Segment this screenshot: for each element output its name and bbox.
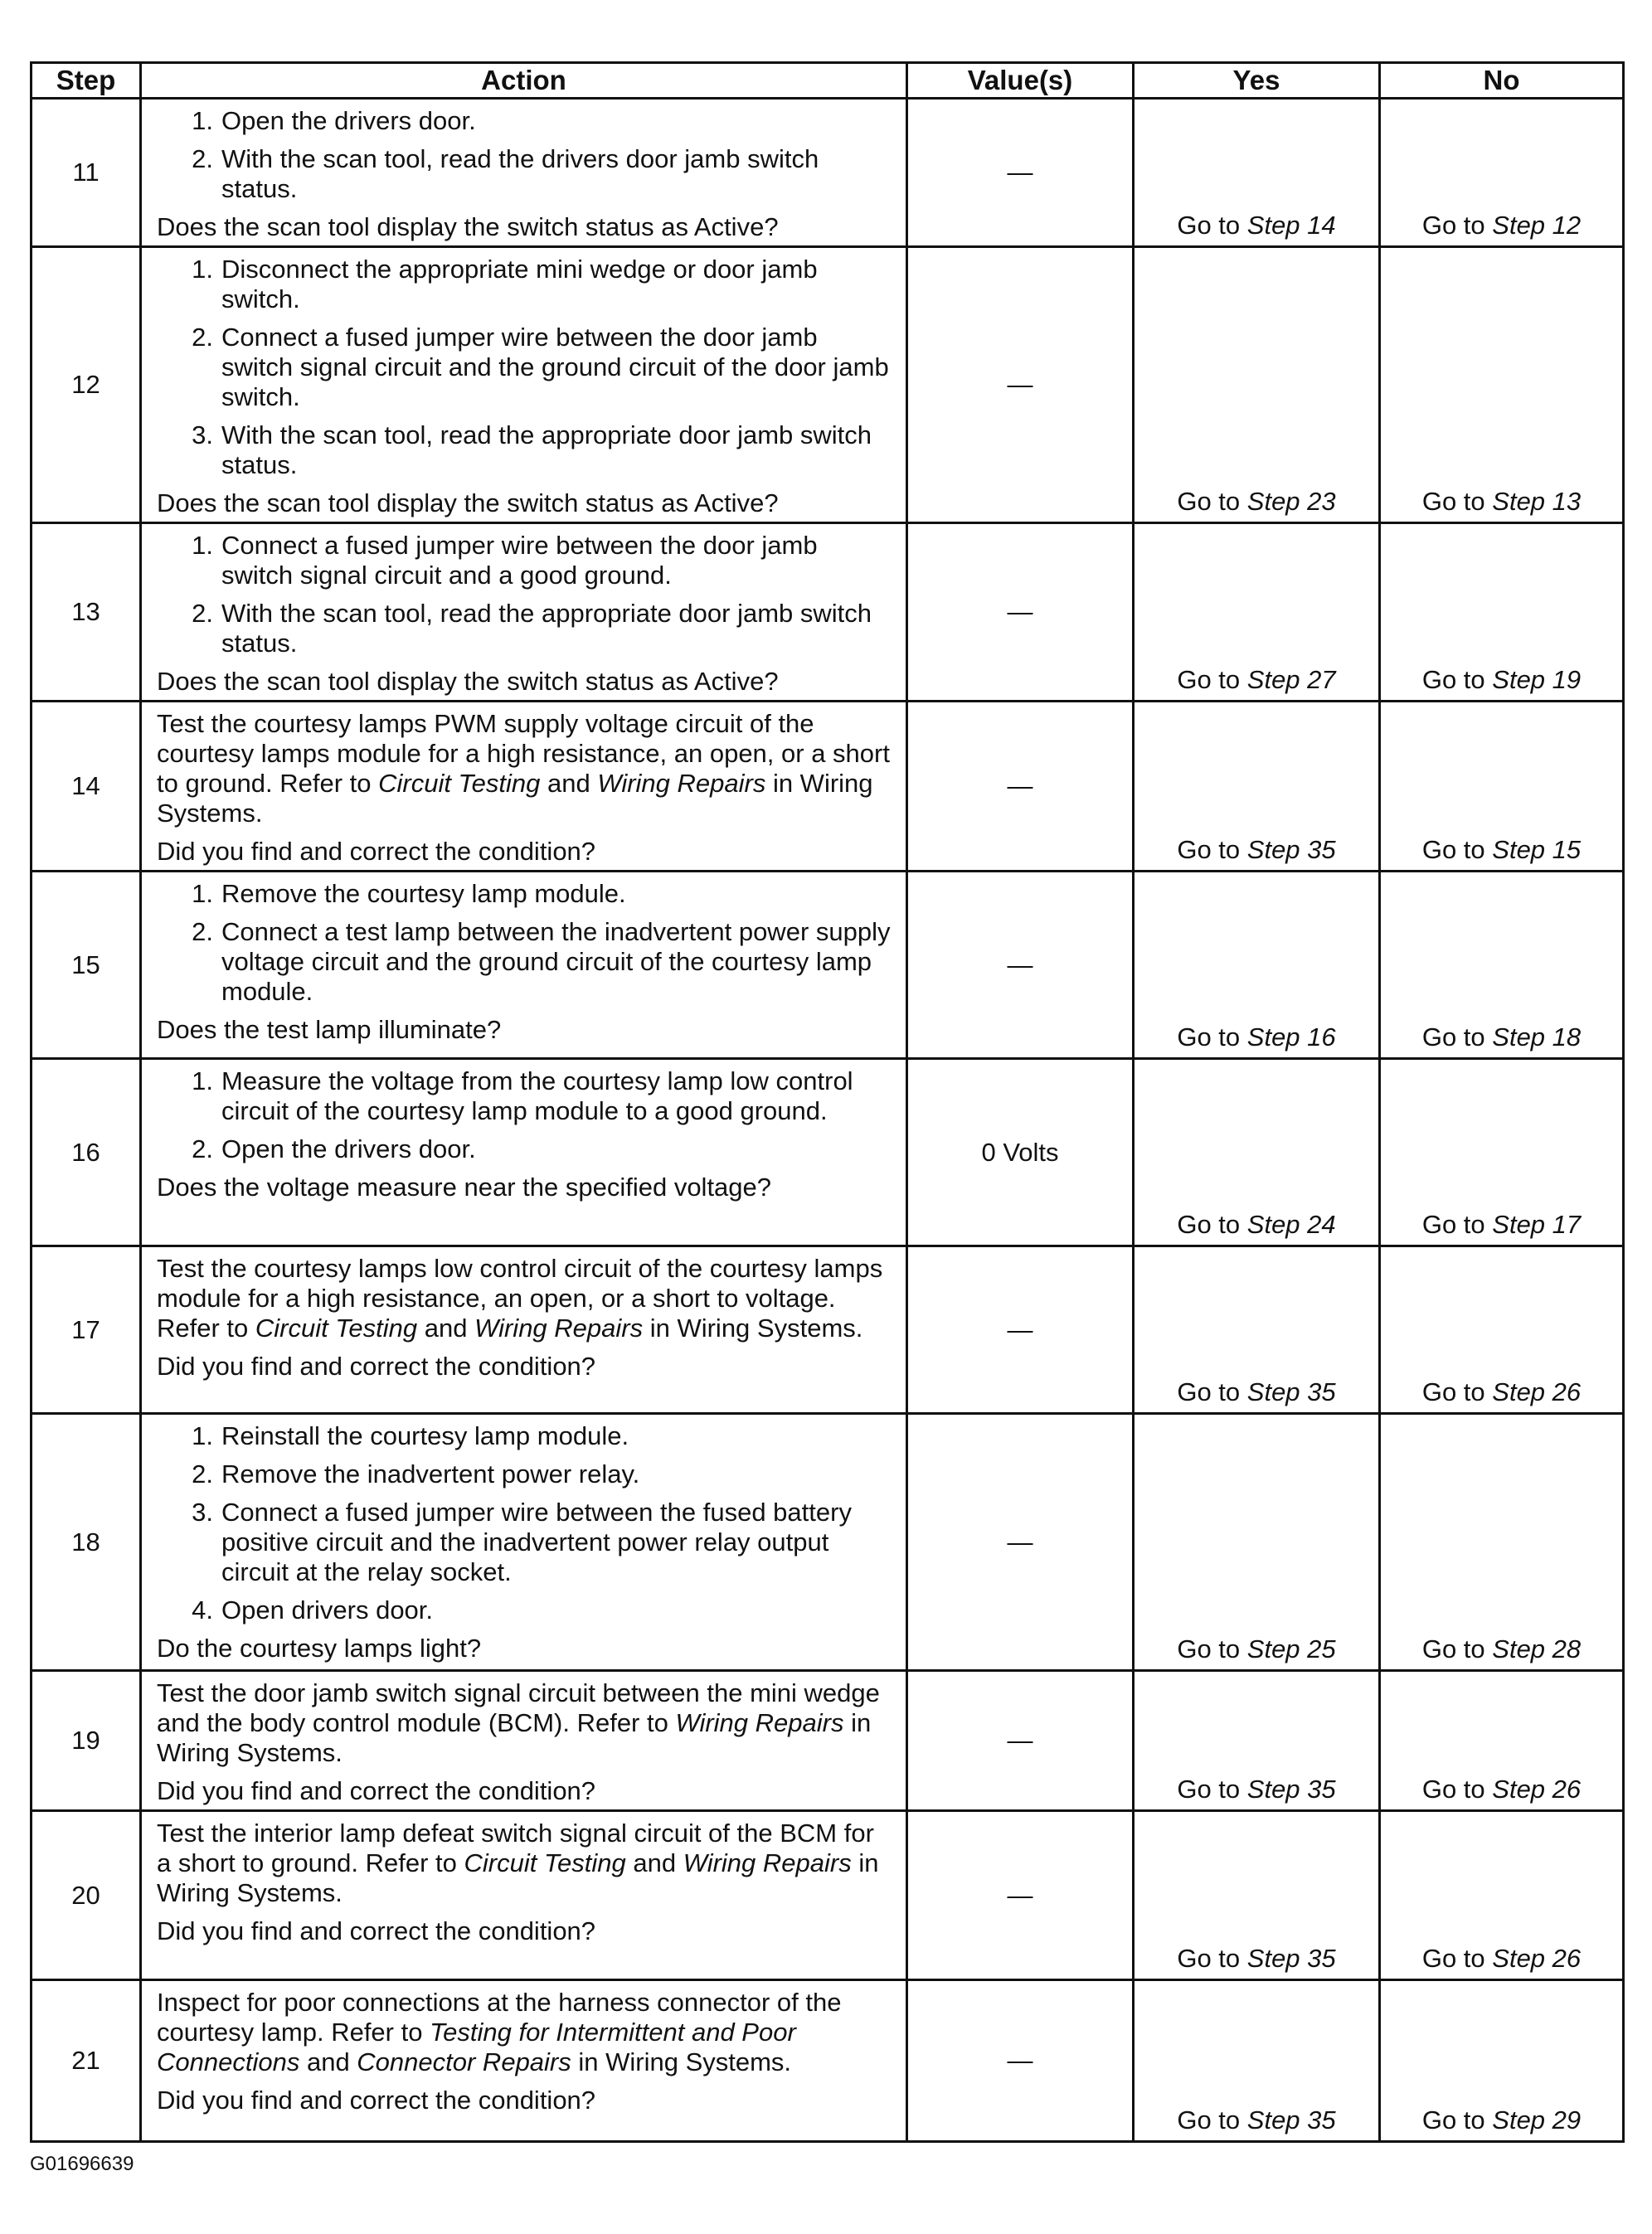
yes-cell [1134, 1980, 1380, 2142]
action-question: Does the voltage measure near the specified voltage? [157, 1173, 772, 1202]
goto-step: Step 12 [1492, 211, 1582, 240]
action-step-number: 3. [192, 420, 213, 449]
instruction-text: and [540, 769, 598, 798]
action-question: Does the scan tool display the switch status as Active? [157, 667, 779, 696]
value-cell: — [907, 1811, 1134, 1980]
action-step-text: Measure the voltage from the courtesy lamp low control circuit of the courtesy lamp module to a good ground. [221, 1066, 853, 1125]
goto-prefix: Go to [1177, 1210, 1241, 1239]
instruction-text: Test the interior lamp defeat switch signal circuit of the BCM for a short to ground. Refer to [157, 1819, 874, 1877]
value-cell: — [907, 1414, 1134, 1671]
goto-prefix: Go to [1177, 1634, 1241, 1663]
goto-step: Step 35 [1246, 1944, 1336, 1973]
goto-prefix: Go to [1421, 487, 1485, 516]
value-cell: — [907, 247, 1134, 523]
action-step-text: Reinstall the courtesy lamp module. [221, 1421, 629, 1450]
action-step-number: 2. [192, 1459, 213, 1489]
instruction-text: Test the door jamb switch signal circuit between the mini wedge and the body control module (BCM). Refer to [157, 1678, 880, 1737]
goto-step: Step 13 [1492, 487, 1582, 516]
goto-step: Step 15 [1492, 835, 1582, 864]
table-row [32, 1414, 1624, 1671]
goto-prefix: Go to [1177, 1377, 1241, 1406]
yes-cell [1134, 1811, 1380, 1980]
step-number: 18 [32, 1414, 141, 1671]
header-values: Value(s) [907, 63, 1134, 99]
reference-link-text: Wiring Repairs [675, 1708, 844, 1737]
goto-step: Step 17 [1492, 1210, 1582, 1239]
action-step-text: Open drivers door. [221, 1595, 434, 1625]
action-steps [157, 1066, 894, 1164]
goto-step: Step 19 [1492, 665, 1582, 694]
action-step [157, 531, 894, 590]
reference-link-text: Wiring Repairs [683, 1848, 852, 1877]
goto-step: Step 35 [1246, 2105, 1336, 2134]
action-instruction [157, 1254, 894, 1343]
reference-link-text: Circuit Testing [255, 1314, 418, 1343]
action-step [157, 1134, 894, 1164]
yes-cell [1134, 872, 1380, 1059]
action-question: Did you find and correct the condition? [157, 1352, 596, 1381]
table-row [32, 872, 1624, 1059]
action-instruction [157, 709, 894, 828]
no-cell [1380, 702, 1624, 872]
action-step [157, 323, 894, 412]
yes-cell [1134, 1414, 1380, 1671]
instruction-text: and [299, 2047, 357, 2076]
instruction-text: in Wiring Systems. [157, 769, 873, 828]
action-step [157, 599, 894, 658]
goto-step: Step 23 [1246, 487, 1336, 516]
value-cell: 0 Volts [907, 1059, 1134, 1246]
action-step [157, 1421, 894, 1451]
goto-step: Step 24 [1246, 1210, 1336, 1239]
table-row [32, 247, 1624, 523]
action-instruction [157, 1678, 894, 1768]
value-cell: — [907, 702, 1134, 872]
action-steps [157, 531, 894, 658]
no-cell [1380, 1811, 1624, 1980]
instruction-text: and [625, 1848, 683, 1877]
no-cell [1380, 1246, 1624, 1414]
goto-step: Step 35 [1246, 835, 1336, 864]
table-row [32, 1811, 1624, 1980]
action-step-text: Open the drivers door. [221, 106, 476, 135]
action-step-number: 2. [192, 599, 213, 628]
goto-prefix: Go to [1421, 1377, 1485, 1406]
header-action: Action [141, 63, 907, 99]
action-step-number: 4. [192, 1595, 213, 1625]
action-step [157, 144, 894, 204]
goto-step: Step 29 [1492, 2105, 1582, 2134]
table-row [32, 1246, 1624, 1414]
no-cell [1380, 872, 1624, 1059]
instruction-text: in Wiring Systems. [157, 1708, 872, 1767]
action-step [157, 420, 894, 480]
action-step-number: 2. [192, 323, 213, 352]
reference-link-text: Wiring Repairs [474, 1314, 644, 1343]
value-cell: — [907, 1246, 1134, 1414]
action-cell [141, 702, 907, 872]
goto-step: Step 27 [1246, 665, 1336, 694]
step-number: 14 [32, 702, 141, 872]
action-steps [157, 879, 894, 1007]
action-question: Does the scan tool display the switch status as Active? [157, 212, 779, 241]
action-step-text: Connect a fused jumper wire between the door jamb switch signal circuit and the ground circuit of the door jamb switch. [221, 323, 889, 411]
table-row [32, 1980, 1624, 2142]
action-question: Do the courtesy lamps light? [157, 1634, 482, 1663]
action-steps [157, 106, 894, 204]
instruction-text: Test the courtesy lamps low control circuit of the courtesy lamps module for a high resistance, an open, or a short to voltage. Refer to [157, 1254, 883, 1343]
action-step-number: 2. [192, 144, 213, 173]
goto-step: Step 16 [1246, 1022, 1336, 1051]
value-cell: — [907, 523, 1134, 702]
table-row [32, 702, 1624, 872]
no-cell [1380, 1414, 1624, 1671]
goto-step: Step 14 [1246, 211, 1336, 240]
step-number: 20 [32, 1811, 141, 1980]
action-step-text: With the scan tool, read the appropriate door jamb switch status. [221, 420, 872, 479]
header-step: Step [32, 63, 141, 99]
action-step-text: Disconnect the appropriate mini wedge or door jamb switch. [221, 255, 818, 313]
value-cell: — [907, 872, 1134, 1059]
action-step-number: 1. [192, 531, 213, 560]
action-step [157, 1459, 894, 1489]
action-step-text: With the scan tool, read the drivers door jamb switch status. [221, 144, 819, 203]
diagnostic-table [30, 61, 1625, 2143]
yes-cell [1134, 1246, 1380, 1414]
action-cell [141, 1811, 907, 1980]
value-cell: — [907, 1671, 1134, 1811]
action-cell [141, 1671, 907, 1811]
action-step-text: Remove the inadvertent power relay. [221, 1459, 640, 1489]
no-cell [1380, 1671, 1624, 1811]
action-step-number: 1. [192, 255, 213, 284]
yes-cell [1134, 99, 1380, 247]
no-cell [1380, 1059, 1624, 1246]
goto-step: Step 26 [1492, 1377, 1582, 1406]
goto-step: Step 35 [1246, 1775, 1336, 1804]
action-cell [141, 872, 907, 1059]
goto-prefix: Go to [1421, 2105, 1485, 2134]
action-cell [141, 247, 907, 523]
reference-link-text: Circuit Testing [378, 769, 541, 798]
action-instruction [157, 1988, 894, 2077]
no-cell [1380, 247, 1624, 523]
goto-prefix: Go to [1421, 1022, 1485, 1051]
action-step [157, 1066, 894, 1126]
instruction-text: in Wiring Systems. [571, 2047, 792, 2076]
goto-prefix: Go to [1177, 835, 1241, 864]
action-question: Did you find and correct the condition? [157, 2086, 596, 2115]
action-question: Does the scan tool display the switch status as Active? [157, 488, 779, 517]
action-step-number: 3. [192, 1498, 213, 1527]
table-body [32, 99, 1624, 2142]
action-step [157, 1595, 894, 1625]
action-cell [141, 523, 907, 702]
yes-cell [1134, 702, 1380, 872]
goto-step: Step 26 [1492, 1775, 1582, 1804]
step-number: 16 [32, 1059, 141, 1246]
yes-cell [1134, 247, 1380, 523]
goto-prefix: Go to [1421, 835, 1485, 864]
action-cell [141, 1980, 907, 2142]
goto-prefix: Go to [1177, 2105, 1241, 2134]
figure-id: G01696639 [30, 2153, 134, 2175]
step-number: 12 [32, 247, 141, 523]
value-cell: — [907, 1980, 1134, 2142]
action-step-number: 2. [192, 1134, 213, 1163]
goto-step: Step 18 [1492, 1022, 1582, 1051]
action-step-number: 1. [192, 1066, 213, 1095]
goto-prefix: Go to [1421, 1634, 1485, 1663]
step-number: 13 [32, 523, 141, 702]
instruction-text: and [417, 1314, 475, 1343]
action-instruction [157, 1819, 894, 1908]
step-number: 15 [32, 872, 141, 1059]
instruction-text: in Wiring Systems. [157, 1848, 879, 1907]
instruction-text: in Wiring Systems. [643, 1314, 863, 1343]
action-question: Does the test lamp illuminate? [157, 1015, 502, 1044]
goto-step: Step 28 [1492, 1634, 1582, 1663]
instruction-text: Test the courtesy lamps PWM supply voltage circuit of the courtesy lamps module for a high resistance, an open, or a short to ground. Refer to [157, 709, 890, 798]
goto-prefix: Go to [1177, 1022, 1241, 1051]
goto-prefix: Go to [1421, 1775, 1485, 1804]
action-step-text: Remove the courtesy lamp module. [221, 879, 626, 908]
goto-prefix: Go to [1421, 1944, 1485, 1973]
action-step [157, 1498, 894, 1587]
goto-step: Step 35 [1246, 1377, 1336, 1406]
goto-prefix: Go to [1421, 211, 1485, 240]
step-number: 19 [32, 1671, 141, 1811]
reference-link-text: Circuit Testing [464, 1848, 626, 1877]
diagnostic-table-page [30, 61, 1622, 2143]
goto-step: Step 26 [1492, 1944, 1582, 1973]
action-question: Did you find and correct the condition? [157, 1776, 596, 1805]
no-cell [1380, 1980, 1624, 2142]
reference-link-text: Connector Repairs [357, 2047, 571, 2076]
action-question: Did you find and correct the condition? [157, 1916, 596, 1945]
action-step-number: 1. [192, 106, 213, 135]
action-step [157, 917, 894, 1007]
action-step-text: With the scan tool, read the appropriate door jamb switch status. [221, 599, 872, 658]
yes-cell [1134, 1059, 1380, 1246]
action-step-number: 2. [192, 917, 213, 946]
goto-prefix: Go to [1177, 1944, 1241, 1973]
action-step [157, 879, 894, 909]
action-cell [141, 1059, 907, 1246]
action-step-number: 1. [192, 1421, 213, 1450]
step-number: 17 [32, 1246, 141, 1414]
value-cell: — [907, 99, 1134, 247]
action-step-text: Connect a fused jumper wire between the fused battery positive circuit and the inadvertent power relay output circuit at the relay socket. [221, 1498, 852, 1586]
action-steps [157, 1421, 894, 1625]
action-cell [141, 1414, 907, 1671]
no-cell [1380, 523, 1624, 702]
table-row [32, 1671, 1624, 1811]
action-steps [157, 255, 894, 480]
no-cell [1380, 99, 1624, 247]
reference-link-text: Wiring Repairs [597, 769, 766, 798]
header-row [32, 63, 1624, 99]
goto-prefix: Go to [1421, 665, 1485, 694]
action-step [157, 106, 894, 136]
goto-prefix: Go to [1177, 1775, 1241, 1804]
header-no: No [1380, 63, 1624, 99]
step-number: 21 [32, 1980, 141, 2142]
action-cell [141, 99, 907, 247]
table-row [32, 99, 1624, 247]
action-step-text: Connect a fused jumper wire between the door jamb switch signal circuit and a good ground. [221, 531, 818, 590]
action-cell [141, 1246, 907, 1414]
step-number: 11 [32, 99, 141, 247]
instruction-text: Inspect for poor connections at the harness connector of the courtesy lamp. Refer to [157, 1988, 842, 2047]
goto-step: Step 25 [1246, 1634, 1336, 1663]
action-step-number: 1. [192, 879, 213, 908]
yes-cell [1134, 1671, 1380, 1811]
goto-prefix: Go to [1177, 487, 1241, 516]
header-yes: Yes [1134, 63, 1380, 99]
table-row [32, 1059, 1624, 1246]
action-step [157, 255, 894, 314]
action-step-text: Open the drivers door. [221, 1134, 476, 1163]
action-question: Did you find and correct the condition? [157, 837, 596, 866]
action-step-text: Connect a test lamp between the inadvertent power supply voltage circuit and the ground circuit of the courtesy lamp module. [221, 917, 891, 1006]
table-row [32, 523, 1624, 702]
yes-cell [1134, 523, 1380, 702]
goto-prefix: Go to [1421, 1210, 1485, 1239]
reference-link-text: Testing for Intermittent and Poor Connections [157, 2018, 796, 2076]
goto-prefix: Go to [1177, 665, 1241, 694]
goto-prefix: Go to [1177, 211, 1241, 240]
